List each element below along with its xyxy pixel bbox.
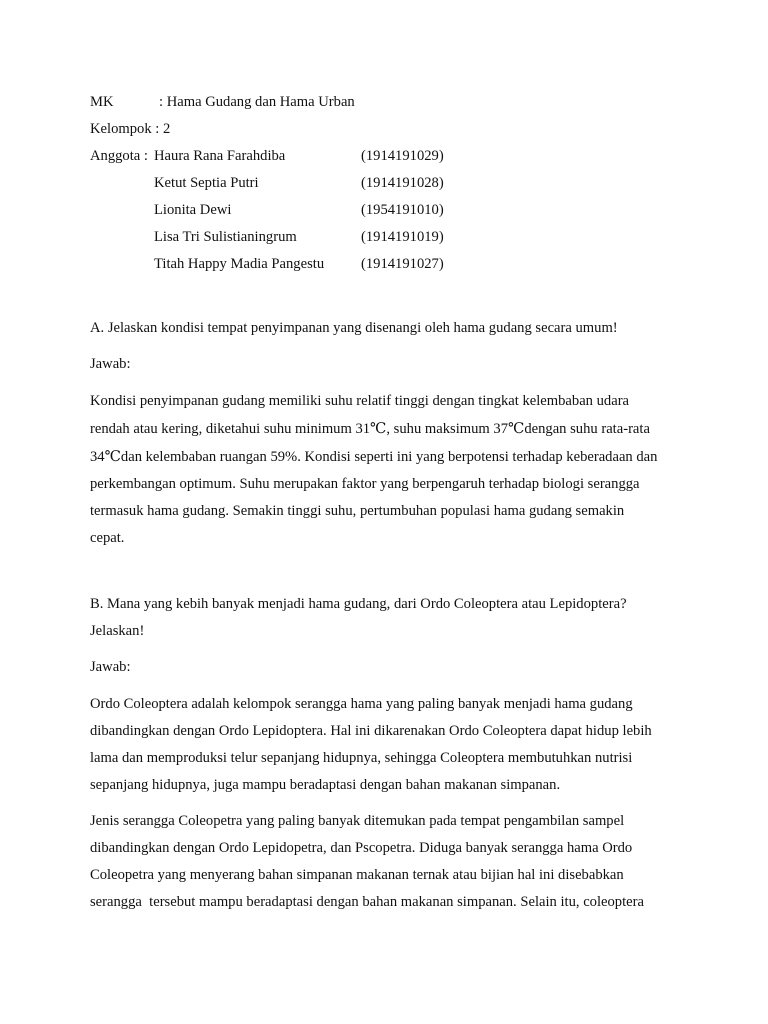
member-name: Haura Rana Farahdiba <box>154 148 286 164</box>
paragraph-line: sepanjang hidupnya, juga mampu beradaptasi dengan bahan makanan simpanan. <box>90 777 561 793</box>
kelompok-row: Kelompok : 2 <box>90 121 171 137</box>
member-id: (1954191010) <box>361 202 444 218</box>
mk-label: MK <box>90 94 114 110</box>
paragraph-line: cepat. <box>90 530 125 546</box>
question-b-line: Jelaskan! <box>90 623 145 639</box>
question-b-line: B. Mana yang kebih banyak menjadi hama gudang, dari Ordo Coleoptera atau Lepidoptera? <box>90 596 627 612</box>
paragraph-line: 34℃dan kelembaban ruangan 59%. Kondisi seperti ini yang berpotensi terhadap keberadaan dan <box>90 449 658 465</box>
member-id: (1914191027) <box>361 256 444 272</box>
paragraph-line: dibandingkan dengan Ordo Lepidoptera. Hal ini dikarenakan Ordo Coleoptera dapat hidup lebih <box>90 723 652 739</box>
member-name: Lionita Dewi <box>154 202 232 218</box>
answer-a-label: Jawab: <box>90 356 131 372</box>
question-a: A. Jelaskan kondisi tempat penyimpanan yang disenangi oleh hama gudang secara umum! <box>90 320 618 336</box>
member-name: Ketut Septia Putri <box>154 175 259 191</box>
member-name: Titah Happy Madia Pangestu <box>154 256 325 272</box>
paragraph-line: dibandingkan dengan Ordo Lepidopetra, dan Pscopetra. Diduga banyak serangga hama Ordo <box>90 840 633 856</box>
paragraph-line: Ordo Coleoptera adalah kelompok serangga hama yang paling banyak menjadi hama gudang <box>90 696 633 712</box>
paragraph-line: Coleopetra yang menyerang bahan simpanan makanan ternak atau bijian hal ini disebabkan <box>90 867 624 883</box>
mk-value: : Hama Gudang dan Hama Urban <box>159 94 355 110</box>
member-id: (1914191029) <box>361 148 444 164</box>
paragraph-line: serangga tersebut mampu beradaptasi dengan bahan makanan simpanan. Selain itu, coleoptera <box>90 894 644 910</box>
member-id: (1914191019) <box>361 229 444 245</box>
paragraph-line: perkembangan optimum. Suhu merupakan faktor yang berpengaruh terhadap biologi serangga <box>90 476 640 492</box>
anggota-label: Anggota : <box>90 148 148 164</box>
paragraph-line: lama dan memproduksi telur sepanjang hidupnya, sehingga Coleoptera membutuhkan nutrisi <box>90 750 633 766</box>
member-id: (1914191028) <box>361 175 444 191</box>
paragraph-line: rendah atau kering, diketahui suhu minimum 31℃, suhu maksimum 37℃dengan suhu rata-rata <box>90 421 650 437</box>
member-name: Lisa Tri Sulistianingrum <box>154 229 297 245</box>
answer-b-label: Jawab: <box>90 659 131 675</box>
paragraph-line: termasuk hama gudang. Semakin tinggi suhu, pertumbuhan populasi hama gudang semakin <box>90 503 625 519</box>
paragraph-line: Jenis serangga Coleopetra yang paling banyak ditemukan pada tempat pengambilan sampel <box>90 813 625 829</box>
paragraph-line: Kondisi penyimpanan gudang memiliki suhu relatif tinggi dengan tingkat kelembaban udara <box>90 393 630 409</box>
